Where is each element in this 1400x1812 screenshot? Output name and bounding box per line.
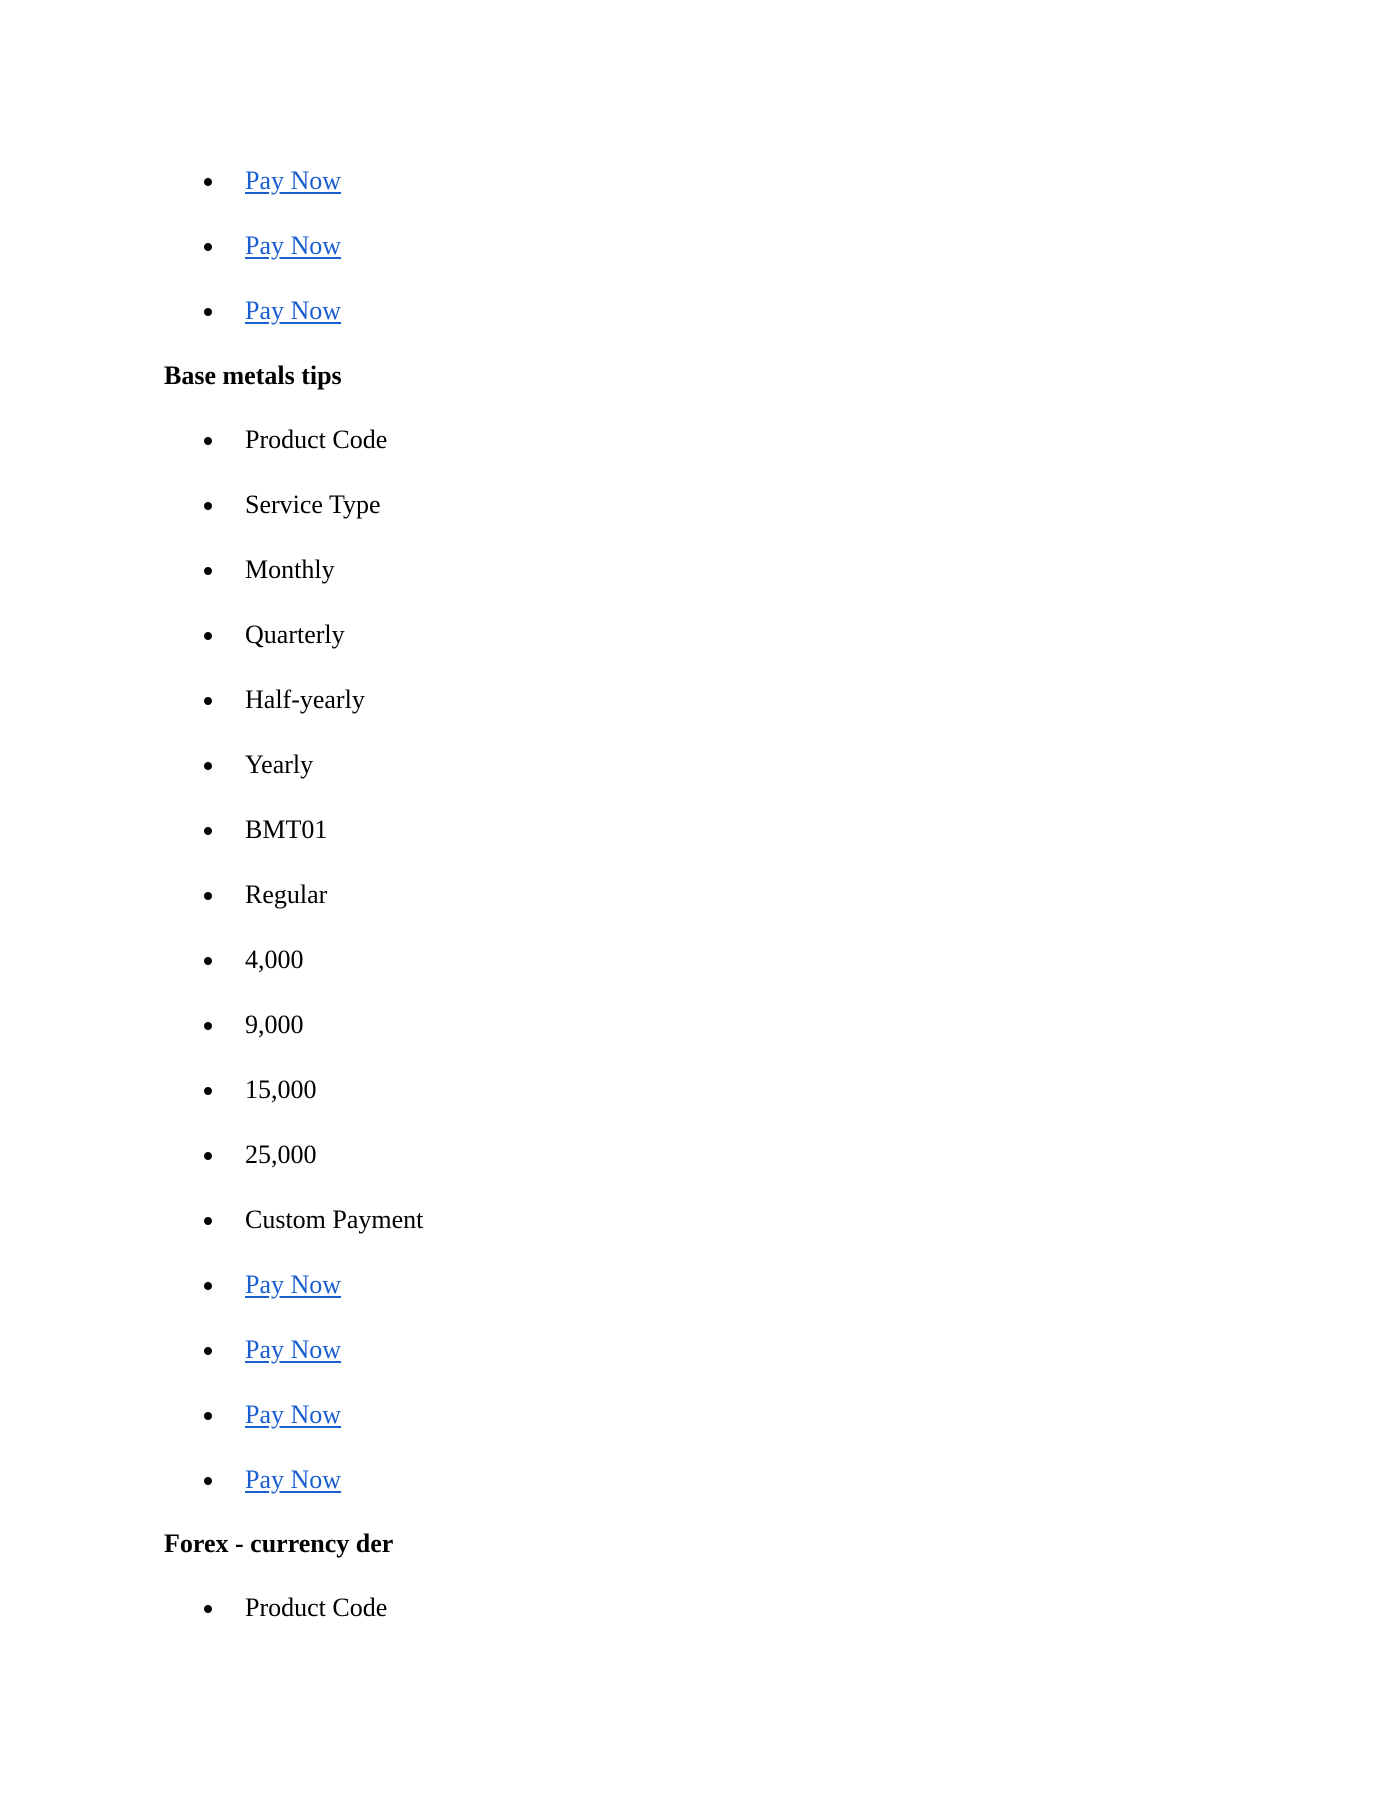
list-item-text: 25,000 [245, 1140, 317, 1169]
bullet-icon [204, 178, 212, 186]
list-item-text: BMT01 [245, 815, 328, 844]
bullet-icon [204, 632, 212, 640]
bullet-icon [204, 308, 212, 316]
bullet-icon [204, 1022, 212, 1030]
bullet-icon [204, 1477, 212, 1485]
list-item-text: Half-yearly [245, 685, 365, 714]
bullet-icon [204, 1217, 212, 1225]
pay-now-link[interactable]: Pay Now [245, 296, 342, 325]
bullet-icon [204, 957, 212, 965]
list-item-text: Quarterly [245, 620, 345, 649]
list-item-text: Yearly [245, 750, 314, 779]
list-item-text: Monthly [245, 555, 335, 584]
bullet-icon [204, 1605, 212, 1613]
bullet-icon [204, 892, 212, 900]
pay-now-link[interactable]: Pay Now [245, 1270, 342, 1299]
bullet-icon [204, 762, 212, 770]
list-item-text: 15,000 [245, 1075, 317, 1104]
bullet-icon [204, 1347, 212, 1355]
bullet-icon [204, 243, 212, 251]
bullet-icon [204, 697, 212, 705]
bullet-icon [204, 567, 212, 575]
list-item-text: Product Code [245, 425, 388, 454]
list-item-text: Product Code [245, 1593, 388, 1622]
list-item-text: 9,000 [245, 1010, 304, 1039]
bullet-icon [204, 1412, 212, 1420]
pay-now-link[interactable]: Pay Now [245, 166, 342, 195]
section-heading-base-metals: Base metals tips [164, 361, 342, 390]
pay-now-link[interactable]: Pay Now [245, 231, 342, 260]
pay-now-link[interactable]: Pay Now [245, 1465, 342, 1494]
bullet-icon [204, 1152, 212, 1160]
bullet-icon [204, 1087, 212, 1095]
pay-now-link[interactable]: Pay Now [245, 1335, 342, 1364]
bullet-icon [204, 502, 212, 510]
list-item-text: Regular [245, 880, 328, 909]
bullet-icon [204, 827, 212, 835]
pay-now-link[interactable]: Pay Now [245, 1400, 342, 1429]
section-heading-forex: Forex - currency der [164, 1529, 394, 1558]
list-item-text: Custom Payment [245, 1205, 424, 1234]
bullet-icon [204, 1282, 212, 1290]
bullet-icon [204, 437, 212, 445]
list-item-text: 4,000 [245, 945, 304, 974]
list-item-text: Service Type [245, 490, 381, 519]
